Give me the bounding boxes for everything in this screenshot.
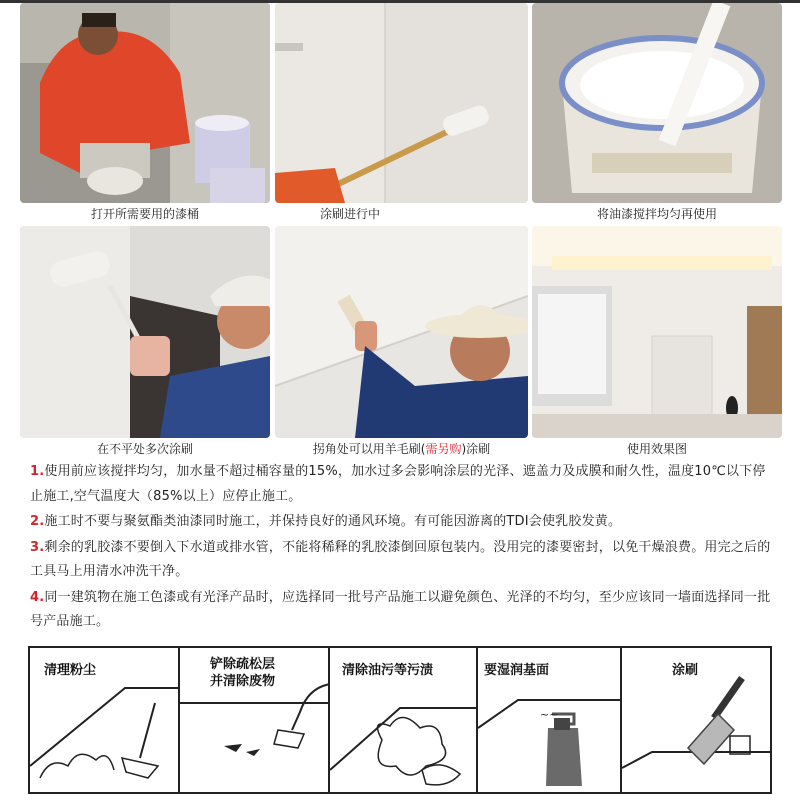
step-remove-loose-layer: 铲除疏松层 并清除废物 bbox=[180, 648, 330, 792]
note-4: 4.同一建筑物在施工色漆或有光泽产品时，应选择同一批号产品施工以避免颜色、光泽的不均匀，至少应该同一墙面选择同一批号产品施工。 bbox=[30, 589, 771, 629]
caption-stir-paint: 将油漆搅拌均匀再使用 bbox=[596, 207, 717, 221]
photo-uneven-surface bbox=[20, 226, 270, 438]
caption-uneven-surface: 在不平处多次涂刷 bbox=[96, 442, 193, 456]
caption-corner-brush-pre: 拐角处可以用羊毛刷( bbox=[312, 442, 426, 456]
caption-corner-brush bbox=[275, 439, 528, 459]
caption-roller-painting: 涂刷进行中 bbox=[320, 207, 381, 221]
svg-text:~~: ~~ bbox=[540, 708, 559, 721]
caption-open-bucket: 打开所需要用的漆桶 bbox=[90, 207, 199, 221]
steps-diagram bbox=[28, 646, 772, 794]
photo-stir-paint bbox=[532, 3, 782, 203]
usage-notes bbox=[30, 460, 775, 636]
caption-corner-brush-post: )涂刷 bbox=[461, 442, 491, 456]
caption-result: 使用效果图 bbox=[626, 442, 687, 456]
step-wet-surface: 要湿润基面 ~~ bbox=[478, 648, 622, 792]
step-remove-oil-stains: 清除油污等污渍 bbox=[330, 648, 478, 792]
photo-open-bucket bbox=[20, 3, 270, 203]
step-clean-dust: 清理粉尘 bbox=[30, 648, 180, 792]
step-brush-paint: 涂刷 bbox=[622, 648, 770, 792]
photo-corner-brush bbox=[275, 226, 528, 438]
caption-corner-brush-red: 需另购 bbox=[425, 442, 462, 456]
note-3: 3.剩余的乳胶漆不要倒入下水道或排水管，不能将稀释的乳胶漆倒回原包装内。没用完的漆要密封，以免干燥浪费。用完之后的工具马上用清水冲洗干净。 bbox=[30, 539, 771, 579]
note-1: 1.使用前应该搅拌均匀，加水量不超过桶容量的15%，加水过多会影响涂层的光泽、遮盖力及成膜和耐久性，温度10℃以下停止施工,空气温度大（85%以上）应停止施工。 bbox=[30, 464, 766, 504]
photo-roller-painting bbox=[275, 3, 528, 203]
photo-result bbox=[532, 226, 782, 438]
note-2: 2.施工时不要与聚氨酯类油漆同时施工，并保持良好的通风环境。有可能因游离的TDI会使乳胶发黄。 bbox=[30, 514, 622, 529]
